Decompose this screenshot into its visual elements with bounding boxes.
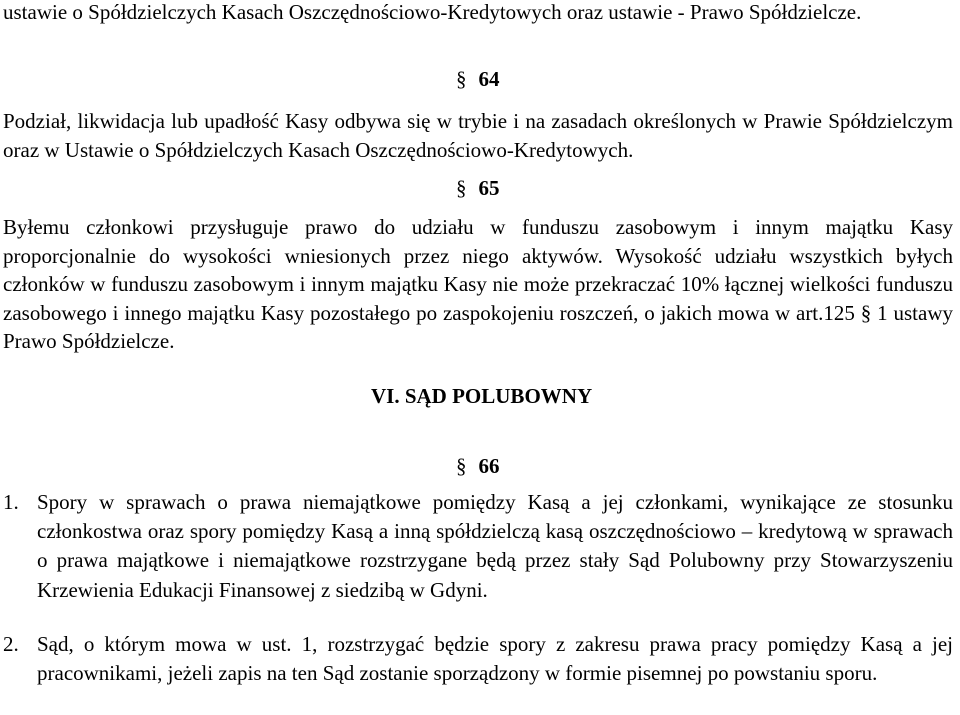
list-item-text: Spory w sprawach o prawa niemajątkowe pomiędzy Kasą a jej członkami, wynikające ze stosunku członkostwa oraz spory pomiędzy Kasą a inną spółdzielczą kasą oszczędnościowo – kredytową w sprawach o prawa majątkowe i niemajątkowe rozstrzygane będą przez stały Sąd Polubowny przy Stowarzyszeniu Krzewienia Edukacji Finansowej z siedzibą w Gdyni. (37, 490, 953, 602)
section-heading-64 (456, 64, 500, 94)
list-item (3, 630, 953, 687)
section-heading-66 (456, 451, 500, 481)
section-heading-65 (456, 173, 500, 203)
section-sign-icon: § (456, 454, 467, 478)
section-number: 66 (478, 454, 500, 478)
list-item-text: Sąd, o którym mowa w ust. 1, rozstrzygać będzie spory z zakresu prawa pracy pomiędzy Kasą a jej pracownikami, jeżeli zapis na ten Sąd zostanie sporządzony w formie pisemnej po powstaniu sporu. (37, 632, 953, 685)
section-number: 64 (478, 67, 500, 91)
list-item-number: 2. (3, 632, 19, 656)
section-sign-icon: § (456, 67, 467, 91)
intro-paragraph: ustawie o Spółdzielczych Kasach Oszczędnościowo-Kredytowych oraz ustawie - Prawo Spółdzielcze. (3, 0, 862, 24)
chapter-title: VI. SĄD POLUBOWNY (371, 384, 593, 408)
list-item-number: 1. (3, 490, 19, 514)
section-64-paragraph: Podział, likwidacja lub upadłość Kasy odbywa się w trybie i na zasadach określonych w Prawie Spółdzielczym oraz w Ustawie o Spółdzielczych Kasach Oszczędnościowo-Kredytowych. (3, 109, 953, 163)
section-65-paragraph: Byłemu członkowi przysługuje prawo do udziału w funduszu zasobowym i innym majątku Kasy proporcjonalnie do wysokości wniesionych przez niego aktywów. Wysokość udziału wszystkich byłych członków w funduszu zasobowym i innym majątku Kasy nie może przekraczać 10% łącznej wielkości funduszu zasobowego i innego majątku Kasy pozostałego po zaspokojeniu roszczeń, o jakich mowa w art.125 § 1 ustawy Prawo Spółdzielcze. (3, 215, 953, 354)
list-item (3, 488, 953, 605)
section-number: 65 (478, 176, 500, 200)
section-sign-icon: § (456, 176, 467, 200)
